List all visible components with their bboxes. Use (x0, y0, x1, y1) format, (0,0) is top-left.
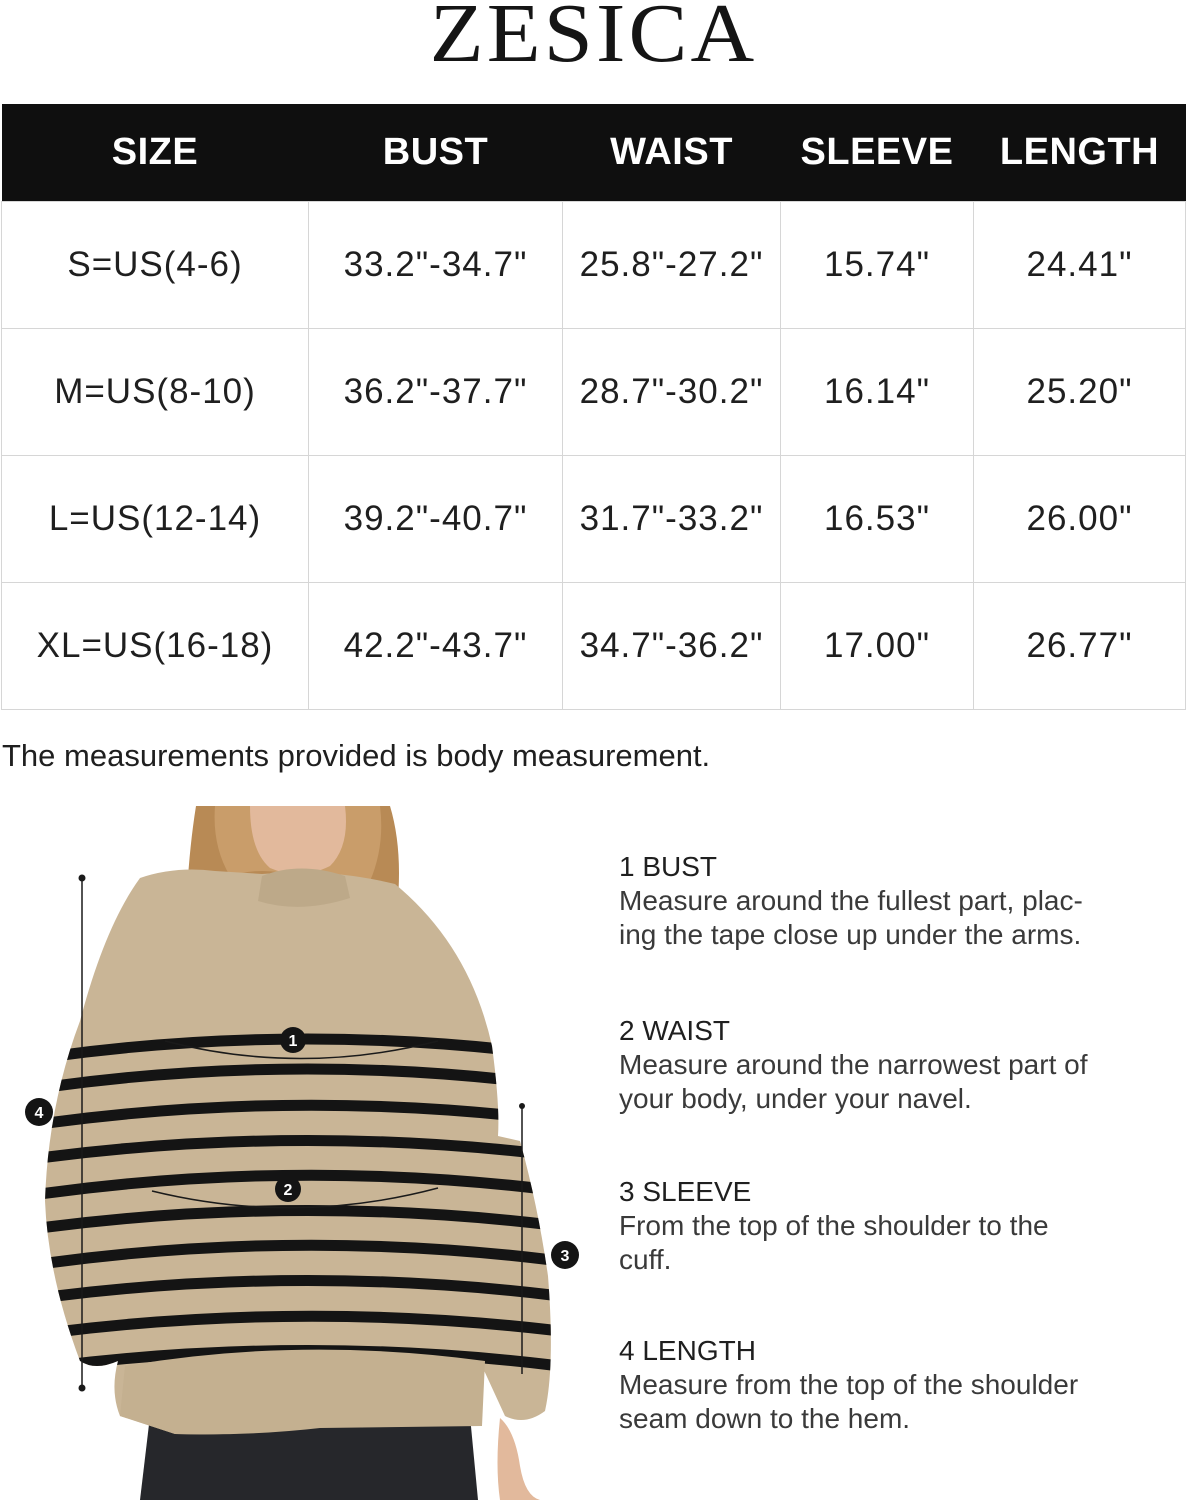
marker-label: 3 (560, 1248, 570, 1265)
table-row (2, 583, 1186, 710)
brand-logo: ZESICA (429, 0, 758, 80)
header-sleeve: SLEEVE (781, 104, 974, 202)
waist-cell: 34.7"-36.2" (563, 583, 781, 710)
marker-1 (280, 1027, 306, 1053)
waist-instruction (619, 1014, 1179, 1116)
marker-3 (551, 1241, 579, 1269)
sleeve-cell: 17.00" (781, 583, 974, 710)
header-bust: BUST (309, 104, 563, 202)
length-cell: 25.20" (974, 329, 1186, 456)
instruction-text: seam down to the hem. (619, 1403, 911, 1434)
instruction-text: ing the tape close up under the arms. (619, 919, 1082, 950)
length-instruction (619, 1334, 1179, 1436)
marker-label: 2 (283, 1182, 293, 1199)
instruction-text: cuff. (619, 1244, 672, 1275)
header-length: LENGTH (974, 104, 1186, 202)
instruction-text: Measure around the narrowest part of (619, 1049, 1088, 1080)
table-row (2, 456, 1186, 583)
sleeve-cell: 15.74" (781, 202, 974, 329)
header-waist: WAIST (563, 104, 781, 202)
length-cell: 26.77" (974, 583, 1186, 710)
sweater-photo (0, 806, 600, 1500)
size-chart-header-row (2, 104, 1186, 202)
table-row (2, 202, 1186, 329)
size-cell: L=US(12-14) (2, 456, 309, 583)
bust-cell: 39.2"-40.7" (309, 456, 563, 583)
waist-cell: 28.7"-30.2" (563, 329, 781, 456)
size-cell: XL=US(16-18) (2, 583, 309, 710)
header-size: SIZE (2, 104, 309, 202)
instruction-title: 4 LENGTH (619, 1335, 756, 1366)
bust-cell: 42.2"-43.7" (309, 583, 563, 710)
size-cell: M=US(8-10) (2, 329, 309, 456)
sleeve-instruction (619, 1175, 1179, 1277)
size-cell: S=US(4-6) (2, 202, 309, 329)
measurement-note: The measurements provided is body measurement. (2, 738, 711, 773)
length-cell: 26.00" (974, 456, 1186, 583)
instruction-text: From the top of the shoulder to the (619, 1210, 1049, 1241)
instruction-title: 1 BUST (619, 851, 718, 882)
instruction-text: Measure from the top of the shoulder (619, 1369, 1079, 1400)
bust-instruction (619, 850, 1179, 952)
instruction-title: 2 WAIST (619, 1015, 730, 1046)
sleeve-cell: 16.53" (781, 456, 974, 583)
waist-cell: 25.8"-27.2" (563, 202, 781, 329)
instruction-title: 3 SLEEVE (619, 1176, 752, 1207)
size-chart-table (1, 104, 1186, 710)
bust-cell: 36.2"-37.7" (309, 329, 563, 456)
marker-2 (275, 1176, 301, 1202)
marker-4 (25, 1098, 53, 1126)
length-cell: 24.41" (974, 202, 1186, 329)
instruction-text: Measure around the fullest part, plac- (619, 885, 1083, 916)
waist-cell: 31.7"-33.2" (563, 456, 781, 583)
instruction-text: your body, under your navel. (619, 1083, 972, 1114)
bust-cell: 33.2"-34.7" (309, 202, 563, 329)
sleeve-cell: 16.14" (781, 329, 974, 456)
table-row (2, 329, 1186, 456)
marker-label: 4 (34, 1105, 44, 1122)
marker-label: 1 (288, 1033, 298, 1050)
